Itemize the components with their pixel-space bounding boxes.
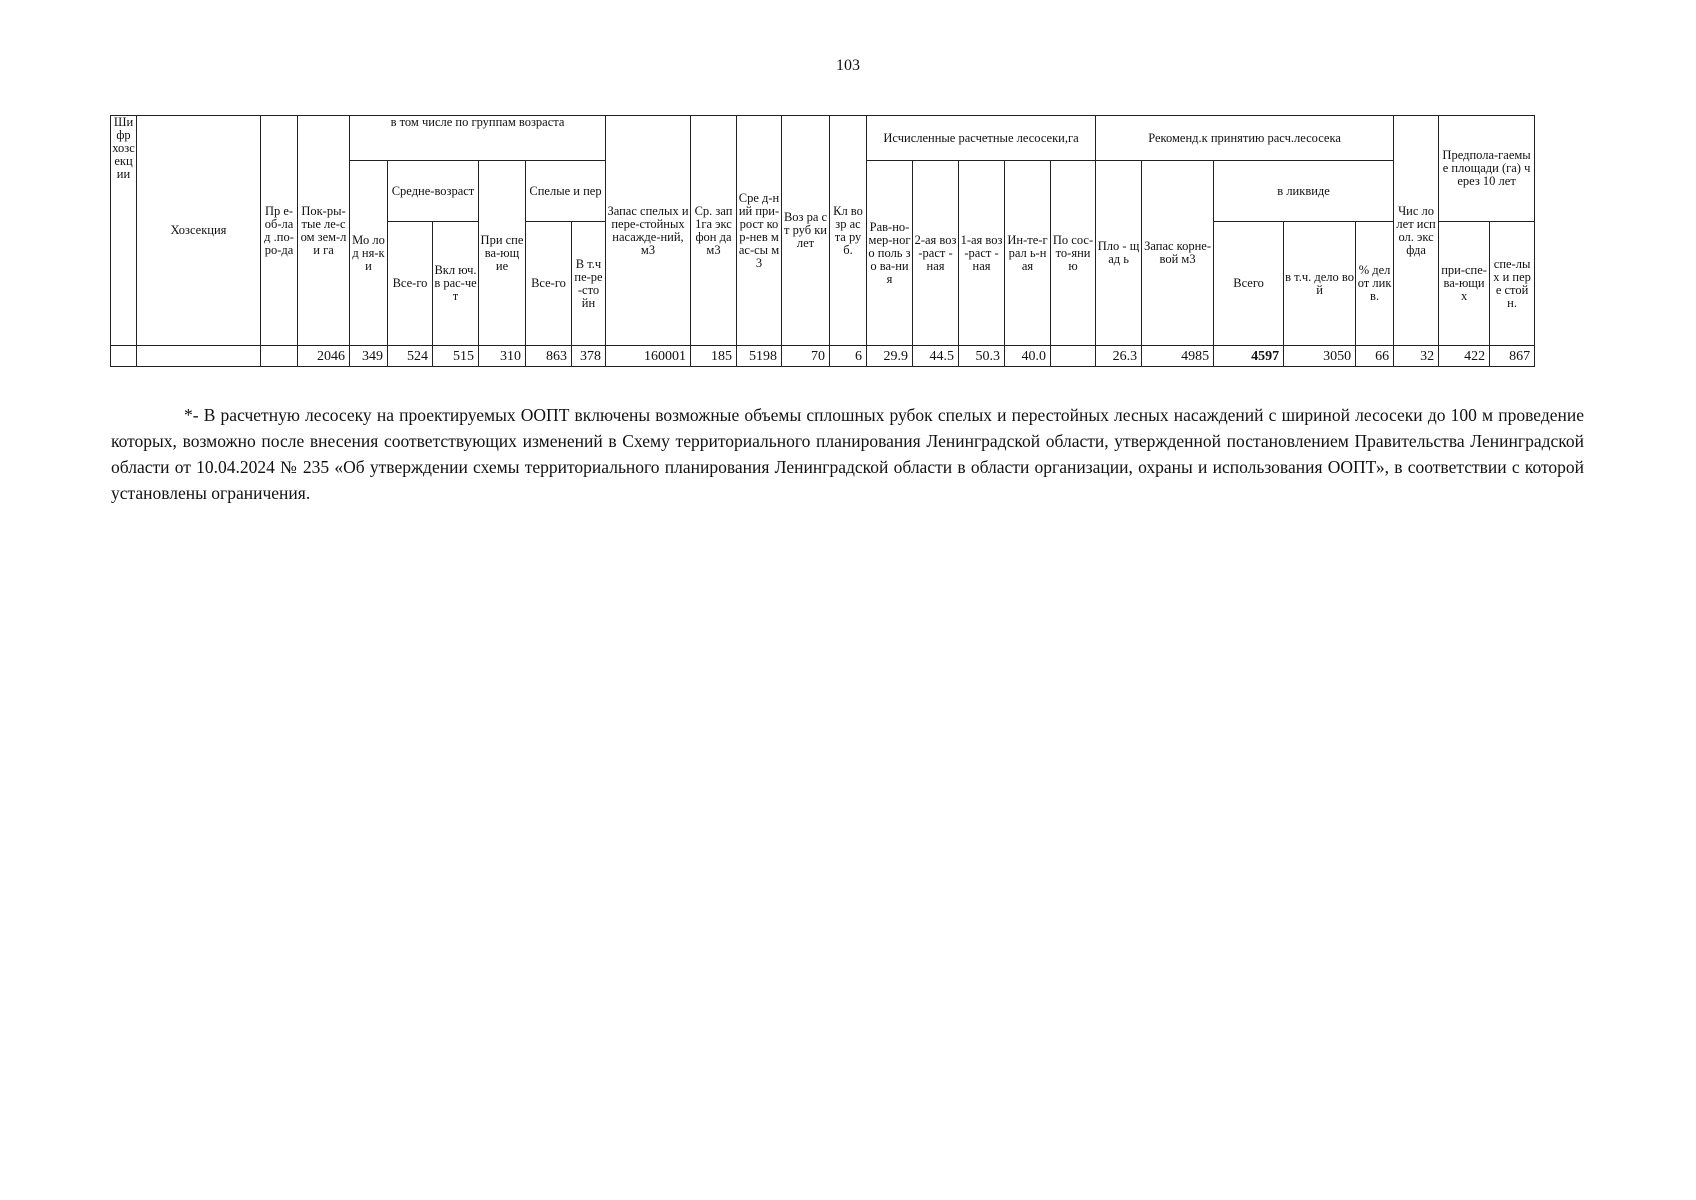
cell-sv-vkluch: 515	[433, 346, 479, 367]
cell-integralnaya: 40.0	[1005, 346, 1051, 367]
header-lv-vsego: Всего	[1214, 222, 1284, 346]
header-rekomend: Рекоменд.к принятию расч.лесосека	[1096, 116, 1394, 161]
header-predpolagaemye: Предпола-гаемые площади (га) через 10 лет	[1439, 116, 1535, 222]
header-po-sostoyaniyu: По сос-то-яни ю	[1051, 161, 1096, 346]
header-vozrast1: 1-ая воз-раст - ная	[959, 161, 1005, 346]
cell-shifr	[111, 346, 137, 367]
cell-sp-vtch: 378	[572, 346, 606, 367]
header-v-likvide: в ликвиде	[1214, 161, 1394, 222]
header-hozsekciya: Хозсекция	[137, 116, 261, 346]
cell-ravnomernogo: 29.9	[867, 346, 913, 367]
cell-sred-prirost: 5198	[737, 346, 782, 367]
header-vozrast2: 2-ая воз-раст - ная	[913, 161, 959, 346]
header-sr-zap: Ср. зап 1га экс фон да м3	[691, 116, 737, 346]
cell-vozrast2: 44.5	[913, 346, 959, 367]
cell-preob-poroda	[261, 346, 298, 367]
header-kl-vozrasta: Кл во зр ас та ру б.	[830, 116, 867, 346]
header-sred-prirost: Сре д-ний при-рост кор-нев мас-сы м3	[737, 116, 782, 346]
header-zapas-korn: Запас корне-вой м3	[1142, 161, 1214, 346]
cell-lv-delovoy: 3050	[1284, 346, 1356, 367]
header-prispevayushchie: При спе ва-ющ ие	[479, 161, 526, 346]
cell-pp-prispev: 422	[1439, 346, 1490, 367]
header-spelye: Спелые и пер	[526, 161, 606, 222]
header-lv-delovoy: в т.ч. дело вой	[1284, 222, 1356, 346]
page-number: 103	[836, 57, 860, 74]
header-ravnomernogo: Рав-но-мер-ного поль зо ва-ния	[867, 161, 913, 346]
header-vozrast-rubki: Воз ра ст руб ки лет	[782, 116, 830, 346]
header-chislo-let: Чис ло лет исп ол. экс фда	[1394, 116, 1439, 346]
cell-vozrast1: 50.3	[959, 346, 1005, 367]
header-shifr: Шифр хозсекции	[111, 116, 137, 346]
header-group-age: в том числе по группам возраста	[350, 116, 606, 161]
header-lv-pct: % дел от лик в.	[1356, 222, 1394, 346]
cell-molodnyaki: 349	[350, 346, 388, 367]
header-sp-vsego: Все-го	[526, 222, 572, 346]
header-pp-spelykh: спе-лых и пере стой н.	[1490, 222, 1535, 346]
header-sv-vkluch: Вкл юч. в рас-чет	[433, 222, 479, 346]
header-integralnaya: Ин-те-грал ь-ная	[1005, 161, 1051, 346]
header-zapas: Запас спелых и пере-стойных насажде-ний, м3	[606, 116, 691, 346]
header-ploshchad: Пло - щад ь	[1096, 161, 1142, 346]
header-preob-poroda: Пр е-об-лад .по-ро-да	[261, 116, 298, 346]
cell-po-sostoyaniyu	[1051, 346, 1096, 367]
header-sv-vsego: Все-го	[388, 222, 433, 346]
cell-zapas-korn: 4985	[1142, 346, 1214, 367]
footnote: *- В расчетную лесосеку на проектируемых ООПТ включены возможные объемы сплошных рубок спелых и перестойных лесных насаждений с шириной лесосеки до 100 м проведение которых, возможно после внесения соответствующих изменений в Схему территориального планирования Ленинградской области, утвержденной постановлением Правительства Ленинградской области от 10.04.2024 № 235 «Об утверждении схемы территориального планирования Ленинградской области в области организации, охраны и использования ООПТ», в соответствии с которой установлены ограничения.	[111, 405, 1584, 503]
cell-sp-vsego: 863	[526, 346, 572, 367]
header-srednevozrast: Средне-возраст	[388, 161, 479, 222]
cell-pokrytye: 2046	[298, 346, 350, 367]
forest-table	[110, 115, 1535, 367]
header-ischislennye: Исчисленные расчетные лесосеки,га	[867, 116, 1096, 161]
cell-vozrast-rubki: 70	[782, 346, 830, 367]
cell-kl-vozrasta: 6	[830, 346, 867, 367]
header-pokrytye: Пок-ры-тые ле-сом зем-ли га	[298, 116, 350, 346]
cell-chislo-let: 32	[1394, 346, 1439, 367]
cell-hozsekciya	[137, 346, 261, 367]
cell-sv-vsego: 524	[388, 346, 433, 367]
cell-sr-zap: 185	[691, 346, 737, 367]
header-sp-vtch: В т.ч пе-ре-сто йн	[572, 222, 606, 346]
cell-ploshchad: 26.3	[1096, 346, 1142, 367]
header-molodnyaki: Мо лод ня-ки	[350, 161, 388, 346]
cell-lv-vsego: 4597	[1214, 346, 1284, 367]
table-row	[111, 346, 1535, 367]
cell-zapas: 160001	[606, 346, 691, 367]
header-pp-prispev: при-спе-ва-ющи х	[1439, 222, 1490, 346]
cell-pp-spelykh: 867	[1490, 346, 1535, 367]
cell-lv-pct: 66	[1356, 346, 1394, 367]
cell-prispevayushchie: 310	[479, 346, 526, 367]
